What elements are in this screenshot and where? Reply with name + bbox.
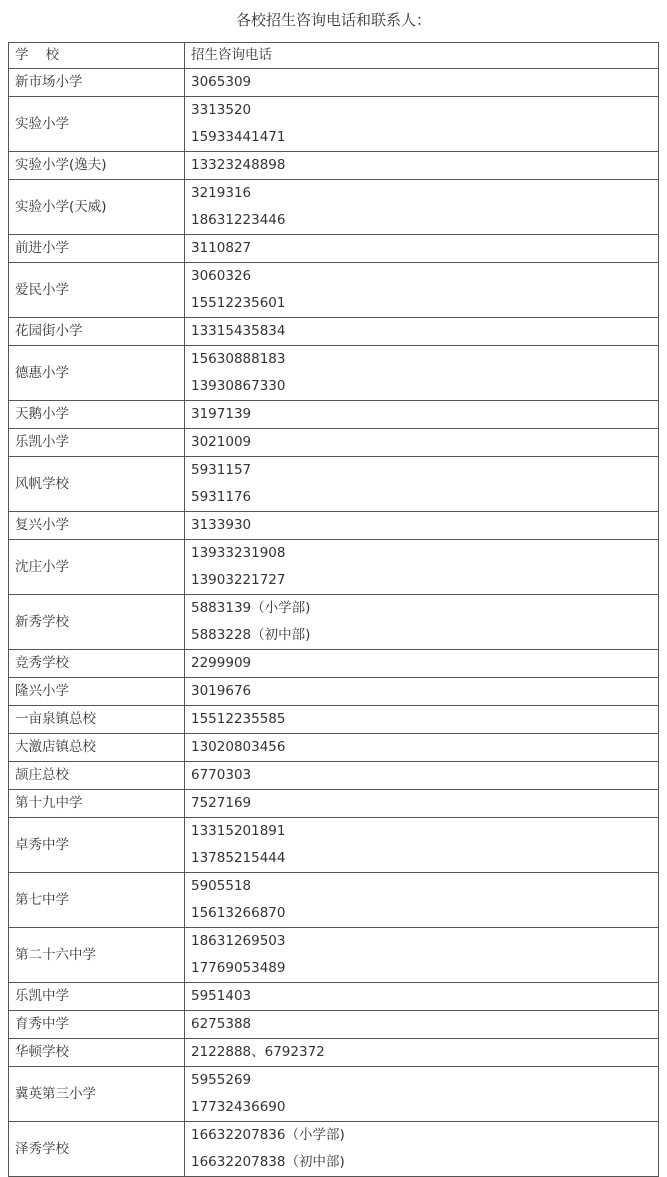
phone-cell [185, 69, 659, 97]
school-name: 德惠小学 [15, 364, 69, 381]
phone-number: 13315435834 [191, 323, 286, 339]
phone-number: 3133930 [191, 517, 252, 533]
school-cell [9, 1039, 185, 1067]
school-cell [9, 1011, 185, 1039]
school-cell [9, 1067, 185, 1122]
school-name: 花园街小学 [15, 323, 83, 339]
phone-number: 6770303 [191, 767, 252, 783]
header-phone-label: 招生咨询电话 [191, 47, 272, 63]
phone-number: 5931157 [191, 462, 252, 478]
school-name: 复兴小学 [15, 517, 69, 533]
table-row [9, 818, 659, 873]
phone-number: 5931176 [191, 489, 252, 505]
table-row [9, 152, 659, 180]
phone-number: 5951403 [191, 988, 252, 1004]
table-row [9, 928, 659, 983]
table-row [9, 69, 659, 97]
phone-number: 13785215444 [191, 850, 286, 866]
phone-cell [185, 429, 659, 457]
phone-cell [185, 818, 659, 873]
table-row [9, 429, 659, 457]
school-name: 泽秀学校 [15, 1140, 69, 1157]
phone-number: 3219316 [191, 185, 252, 201]
phone-cell [185, 180, 659, 235]
phone-number: 15512235601 [191, 295, 286, 311]
phone-number: 15512235585 [191, 711, 286, 727]
header-school [9, 43, 185, 69]
table-row [9, 873, 659, 928]
table-row [9, 318, 659, 346]
school-cell [9, 318, 185, 346]
school-name: 沈庄小学 [15, 558, 69, 575]
school-cell [9, 457, 185, 512]
phone-number: 13903221727 [191, 572, 286, 588]
school-cell [9, 762, 185, 790]
table-header-row [9, 43, 659, 69]
phone-cell [185, 457, 659, 512]
phone-cell [185, 650, 659, 678]
phone-number: 15613266870 [191, 905, 286, 921]
school-name: 新秀学校 [15, 613, 69, 630]
school-cell [9, 152, 185, 180]
school-cell [9, 818, 185, 873]
phone-cell [185, 152, 659, 180]
phone-number: 13315201891 [191, 823, 286, 839]
phone-number: 16632207836（小学部) [191, 1127, 345, 1143]
phone-cell [185, 734, 659, 762]
phone-cell [185, 346, 659, 401]
school-cell [9, 706, 185, 734]
phone-number: 13323248898 [191, 157, 286, 173]
phone-number: 6275388 [191, 1016, 252, 1032]
phone-cell [185, 540, 659, 595]
school-name: 育秀中学 [15, 1016, 69, 1032]
table-row [9, 97, 659, 152]
school-name: 一亩泉镇总校 [15, 711, 96, 727]
school-name: 隆兴小学 [15, 683, 69, 699]
phone-number: 3110827 [191, 240, 252, 256]
table-row [9, 790, 659, 818]
table-row [9, 401, 659, 429]
phone-number: 15933441471 [191, 129, 286, 145]
phone-cell [185, 595, 659, 650]
phone-number: 7527169 [191, 795, 252, 811]
page-title: 各校招生咨询电话和联系人： [235, 11, 431, 29]
phone-number: 3060326 [191, 268, 252, 284]
school-cell [9, 69, 185, 97]
school-cell [9, 180, 185, 235]
phone-number: 5883139（小学部) [191, 600, 311, 616]
table-row [9, 762, 659, 790]
phone-number: 18631223446 [191, 212, 286, 228]
table-row [9, 180, 659, 235]
school-cell [9, 263, 185, 318]
school-cell [9, 873, 185, 928]
school-cell [9, 790, 185, 818]
school-name: 爱民小学 [15, 281, 69, 298]
school-cell [9, 540, 185, 595]
school-cell [9, 235, 185, 263]
phone-cell [185, 235, 659, 263]
phone-number: 5905518 [191, 878, 252, 894]
table-row [9, 1067, 659, 1122]
school-name: 乐凯中学 [15, 988, 69, 1004]
table-row [9, 540, 659, 595]
school-cell [9, 928, 185, 983]
phone-number: 3197139 [191, 406, 252, 422]
table-row [9, 1122, 659, 1177]
phone-cell [185, 678, 659, 706]
phone-number: 3021009 [191, 434, 252, 450]
school-cell [9, 983, 185, 1011]
phone-number: 13020803456 [191, 739, 286, 755]
school-name: 新市场小学 [15, 74, 83, 90]
phone-cell [185, 97, 659, 152]
phone-cell [185, 706, 659, 734]
table-row [9, 595, 659, 650]
school-name: 实验小学(逸夫) [15, 157, 107, 173]
school-name: 前进小学 [15, 240, 69, 256]
header-school-label: 学 校 [15, 47, 60, 63]
school-name: 第十九中学 [15, 795, 83, 811]
phone-number: 2299909 [191, 655, 252, 671]
school-cell [9, 595, 185, 650]
phone-cell [185, 1039, 659, 1067]
table-row [9, 1011, 659, 1039]
phone-number: 15630888183 [191, 351, 286, 367]
phone-number: 17769053489 [191, 960, 286, 976]
school-cell [9, 734, 185, 762]
table-row [9, 983, 659, 1011]
school-name: 大激店镇总校 [15, 739, 96, 755]
school-name: 颉庄总校 [15, 767, 69, 783]
table-row [9, 263, 659, 318]
school-name: 第二十六中学 [15, 946, 96, 963]
phone-number: 3313520 [191, 102, 252, 118]
school-cell [9, 97, 185, 152]
school-cell [9, 401, 185, 429]
table-row [9, 346, 659, 401]
table-row [9, 706, 659, 734]
phone-number: 5883228（初中部) [191, 627, 311, 643]
table-row [9, 650, 659, 678]
school-cell [9, 678, 185, 706]
phone-cell [185, 401, 659, 429]
phone-number: 2122888、6792372 [191, 1044, 325, 1060]
table-body [9, 69, 659, 1177]
school-cell [9, 1122, 185, 1177]
table-row [9, 512, 659, 540]
table-row [9, 1039, 659, 1067]
school-name: 实验小学 [15, 115, 69, 132]
school-cell [9, 346, 185, 401]
school-name: 乐凯小学 [15, 434, 69, 450]
table-row [9, 678, 659, 706]
school-name: 实验小学(天威) [15, 198, 107, 215]
school-cell [9, 512, 185, 540]
phone-cell [185, 318, 659, 346]
phone-number: 5955269 [191, 1072, 252, 1088]
table-row [9, 457, 659, 512]
school-name: 华顿学校 [15, 1044, 69, 1060]
phone-cell [185, 512, 659, 540]
phone-cell [185, 1067, 659, 1122]
phone-cell [185, 873, 659, 928]
school-name: 第七中学 [15, 891, 69, 908]
phone-number: 3065309 [191, 74, 252, 90]
phone-number: 13933231908 [191, 545, 286, 561]
school-name: 竞秀学校 [15, 655, 69, 671]
phone-number: 18631269503 [191, 933, 286, 949]
school-name: 卓秀中学 [15, 836, 69, 853]
table-row [9, 235, 659, 263]
school-name: 冀英第三小学 [15, 1085, 96, 1102]
phone-number: 3019676 [191, 683, 252, 699]
phone-number: 16632207838（初中部) [191, 1154, 345, 1170]
phone-cell [185, 1011, 659, 1039]
phone-cell [185, 1122, 659, 1177]
phone-cell [185, 928, 659, 983]
phone-cell [185, 790, 659, 818]
header-phone [185, 43, 659, 69]
school-name: 天鹅小学 [15, 406, 69, 422]
contact-table [8, 42, 659, 1177]
school-cell [9, 429, 185, 457]
phone-cell [185, 983, 659, 1011]
table-row [9, 734, 659, 762]
school-cell [9, 650, 185, 678]
phone-cell [185, 263, 659, 318]
phone-cell [185, 762, 659, 790]
phone-number: 17732436690 [191, 1099, 286, 1115]
phone-number: 13930867330 [191, 378, 286, 394]
school-name: 风帆学校 [15, 475, 69, 492]
